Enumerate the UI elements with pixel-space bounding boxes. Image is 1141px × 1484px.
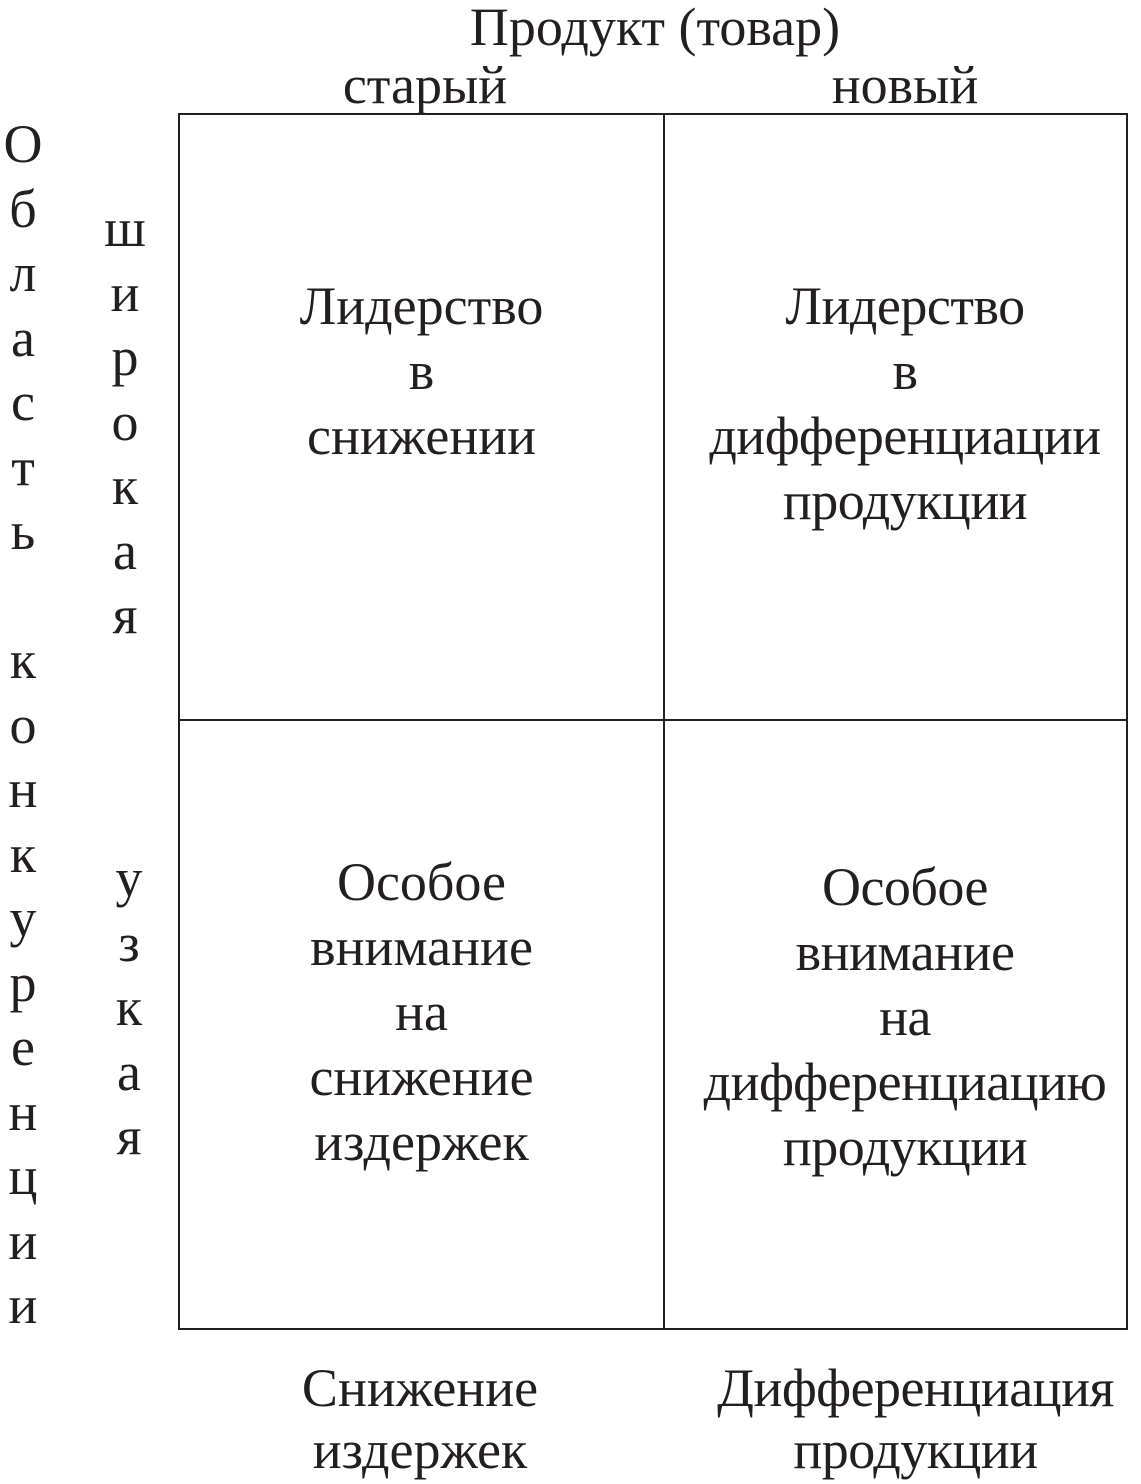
row-letter: я (112, 585, 138, 645)
row-letter: а (113, 520, 137, 581)
axis-label-competition-area (0, 112, 46, 1338)
row-letter: о (111, 391, 139, 452)
row-letter: р (111, 327, 139, 387)
axis-letter: у (9, 888, 37, 948)
matrix-horizontal-divider (178, 719, 1126, 721)
cell-line: в (892, 341, 918, 401)
axis-letter: б (9, 178, 37, 239)
cell-line: внимание (795, 922, 1015, 982)
axis-letter: к (9, 823, 37, 884)
axis-letter: л (9, 243, 37, 303)
footer-label-differentiation (690, 1357, 1141, 1481)
row-letter: ш (104, 198, 146, 258)
row-label-narrow (104, 846, 154, 1169)
axis-letter: р (9, 952, 37, 1013)
axis-letter: а (11, 307, 35, 368)
footer-line: издержек (312, 1420, 528, 1480)
footer-label-cost-reduction (240, 1357, 600, 1481)
cell-differentiation-leadership (665, 274, 1141, 534)
footer-line: Снижение (301, 1358, 539, 1418)
axis-letter: о (9, 694, 37, 755)
axis-letter: ь (10, 501, 36, 561)
cell-line: продукции (782, 471, 1028, 531)
row-label-wide (100, 196, 150, 648)
cell-line: Особое (821, 857, 989, 917)
cell-line: в (408, 341, 435, 401)
axis-letter: н (8, 1081, 38, 1142)
cell-differentiation-focus (665, 855, 1141, 1180)
axis-letter: О (3, 114, 43, 174)
diagram-title: Продукт (товар) (469, 0, 841, 57)
cell-line: продукции (782, 1117, 1028, 1177)
cell-line: снижении (306, 406, 537, 466)
cell-line: на (879, 987, 931, 1047)
cell-cost-leadership (180, 274, 663, 469)
axis-letter: к (9, 630, 37, 690)
axis-letter: е (11, 1017, 35, 1077)
cell-cost-focus (180, 850, 663, 1175)
cell-line: издержек (314, 1112, 529, 1172)
column-label-new: новый (831, 55, 979, 115)
cell-line: дифференциации (709, 406, 1101, 466)
footer-line: Дифференциация (717, 1358, 1114, 1418)
axis-letter: н (8, 759, 38, 819)
cell-line: на (395, 982, 448, 1042)
row-letter: з (118, 912, 140, 973)
row-letter: к (111, 456, 139, 516)
cell-line: дифференциацию (703, 1052, 1107, 1112)
axis-letter: и (8, 1275, 38, 1335)
axis-letter: с (11, 372, 35, 432)
cell-line: внимание (310, 917, 533, 977)
axis-letter: ц (8, 1146, 38, 1206)
row-letter: я (116, 1106, 142, 1166)
cell-line: Лидерство (299, 276, 544, 336)
row-letter: и (110, 262, 140, 323)
cell-line: снижение (309, 1047, 534, 1107)
footer-line: продукции (793, 1420, 1038, 1480)
cell-line: Лидерство (785, 276, 1025, 336)
column-label-old: старый (342, 55, 508, 115)
axis-letter: и (8, 1210, 38, 1271)
row-letter: а (117, 1041, 141, 1102)
row-letter: у (115, 848, 143, 908)
cell-line: Особое (336, 852, 507, 912)
row-letter: к (115, 977, 143, 1037)
axis-letter: т (11, 436, 35, 497)
